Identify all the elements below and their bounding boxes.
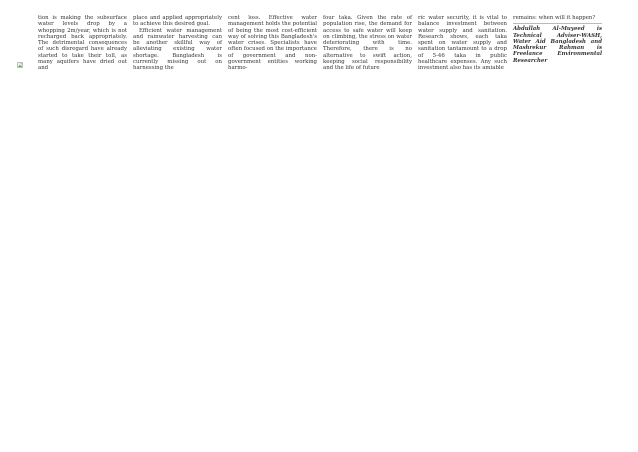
- paragraph: remains: when will it happen?: [513, 15, 596, 21]
- paragraph: Efficient water management and rainwater harvesting can be another skillful way of alleviating existing water shortage. Bangladesh is currently missing out on harnessing the: [133, 27, 222, 72]
- broken-image-icon: [17, 62, 23, 68]
- article-body: [38, 15, 602, 72]
- article-column-6: [513, 15, 602, 64]
- article-column-3: [228, 15, 317, 72]
- byline-divider: [513, 23, 602, 24]
- article-column-5: [418, 15, 507, 72]
- author-byline: Abdullah Al-Muyeed is Technical Adviser-WASH, Water Aid Bangladesh and Mashrekur Rahman is Freelance Environmental Researcher: [513, 26, 602, 64]
- article-column-1: [38, 15, 127, 72]
- paragraph: cent loss. Effective water management holds the potential of being the most cost-efficient way of solving this Bangladesh's water crises. Specialists have often focused on the importance of government and non-government entities working harmo-: [228, 15, 317, 72]
- paragraph: tion is making the subsurface water levels drop by a whopping 2m/year, which is not recharged back appropriately. The detrimental consequences of such disregard have already started to take their toll, as many aquifers have dried out and: [38, 15, 127, 72]
- article-column-2: [133, 15, 222, 72]
- paragraph: place and applied appropriately to achieve this desired goal.: [133, 15, 222, 28]
- paragraph: ric water security, it is vital to balance investment between water supply and sanitation. Research shows, each taka spent on water supply and sanitation tantamount to a drop of 5-46 taka in public healthcare expenses. Any such investment also has its amiable: [418, 15, 507, 72]
- paragraph: four taka. Given the rate of population rise, the demand for access to safe water will keep on climbing, the stress on water deteriorating with time. Therefore, there is no alternative to swift action, keeping social responsibility and the life of future: [323, 15, 412, 72]
- article-column-4: [323, 15, 412, 72]
